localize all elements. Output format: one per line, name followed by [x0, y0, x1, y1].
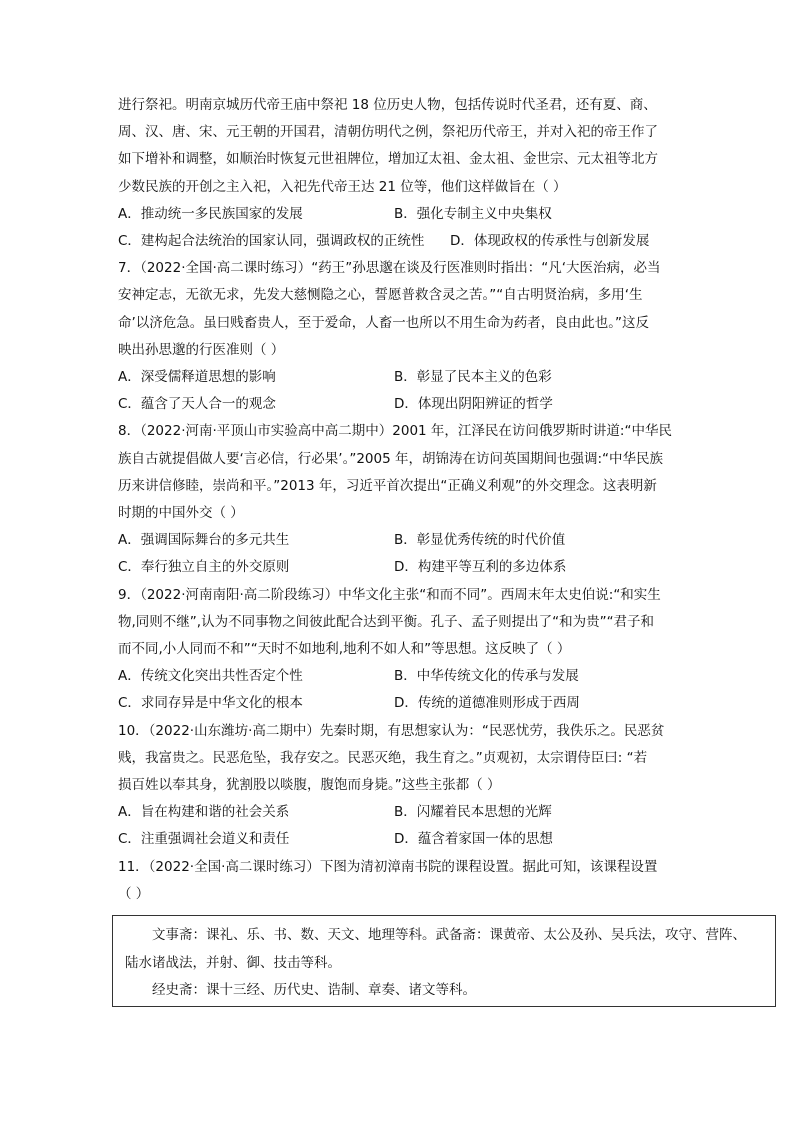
q10-option-a[interactable]: A．旨在构建和谐的社会关系 — [118, 804, 290, 821]
q8-stem-line: 时期的中国外交（ ） — [118, 505, 244, 522]
curriculum-line: 经史斋：课十三经、历代史、诰制、章奏、诸文等科。 — [125, 982, 476, 998]
q6-option-b[interactable]: B．强化专制主义中央集权 — [394, 205, 552, 222]
q9-option-d[interactable]: D．传统的道德准则形成于西周 — [394, 695, 580, 712]
q7-option-b[interactable]: B．彰显了民本主义的色彩 — [394, 369, 552, 386]
q7-option-d[interactable]: D．体现出阴阳辨证的哲学 — [394, 396, 553, 413]
q10-option-b[interactable]: B．闪耀着民本思想的光辉 — [394, 804, 552, 821]
q9-stem-line: 而不同,小人同而不和”“天时不如地利,地利不如人和”等思想。这反映了（ ） — [118, 641, 571, 658]
q7-stem-line: 映出孙思邈的行医准则（ ） — [118, 341, 285, 358]
q8-options-row — [118, 554, 678, 581]
q10-options-row — [118, 826, 678, 853]
q9-option-a[interactable]: A．传统文化突出共性否定个性 — [118, 668, 303, 685]
q10-stem-line: 10．（2022·山东潍坊·高二期中）先秦时期，有思想家认为：“民恶忧劳，我佚乐之。民恶贫 — [118, 722, 665, 739]
curriculum-line: 文事斋：课礼、乐、书、数、天文、地理等科。武备斋：课黄帝、太公及孙、吴兵法，攻守、营阵、 — [125, 927, 746, 943]
q7-stem-line: 7．（2022·全国·高二课时练习）“药王”孙思邈在谈及行医准则时指出：“凡‘大医治病，必当 — [118, 260, 661, 277]
q11-stem-line: 11．（2022·全国·高二课时练习）下图为清初漳南书院的课程设置。据此可知，该课程设置 — [118, 858, 658, 875]
q7-stem-line: 命’以济危急。虽曰贱畜贵人，至于爱命，人畜一也所以不用生命为药者，良由此也。”这反 — [118, 314, 650, 331]
q8-stem-line: 8．（2022·河南·平顶山市实验高中高二期中）2001 年，江泽民在访问俄罗斯时讲道:“中华民 — [118, 423, 672, 440]
q10-option-c[interactable]: C．注重强调社会道义和责任 — [118, 831, 290, 848]
q8-options-row — [118, 527, 678, 554]
q10-option-d[interactable]: D．蕴含着家国一体的思想 — [394, 831, 553, 848]
curriculum-line: 陆水诸战法，并射、御、技击等科。 — [125, 954, 341, 971]
q7-options-row — [118, 391, 678, 418]
q10-stem-line: 贱，我富贵之。民恶危坠，我存安之。民恶灭绝，我生育之。”贞观初，太宗谓侍臣曰: “若 — [118, 749, 648, 766]
q6-option-d[interactable]: D．体现政权的传承性与创新发展 — [450, 233, 650, 250]
q9-stem-line: 物,同则不继”,认为不同事物之间彼此配合达到平衡。孔子、孟子则提出了“和为贵”“君子和 — [118, 613, 655, 630]
q9-options-row — [118, 690, 678, 717]
q6-stem-line: 进行祭祀。明南京城历代帝王庙中祭祀 18 位历史人物，包括传说时代圣君，还有夏、商、 — [118, 97, 657, 113]
q9-option-c[interactable]: C．求同存异是中华文化的根本 — [118, 695, 303, 712]
q10-options-row — [118, 799, 678, 826]
q6-options-row — [118, 228, 678, 255]
q6-stem-line: 周、汉、唐、宋、元王朝的开国君，清朝仿明代之例，祭祀历代帝王，并对入祀的帝王作了 — [118, 124, 658, 141]
q6-option-a[interactable]: A．推动统一多民族国家的发展 — [118, 205, 303, 222]
q6-options-row — [118, 201, 678, 228]
q6-stem-line: 如下增补和调整，如顺治时恢复元世祖牌位，增加辽太祖、金太祖、金世宗、元太祖等北方 — [118, 151, 658, 168]
q7-options-row — [118, 364, 678, 391]
q8-option-b[interactable]: B．彰显优秀传统的时代价值 — [394, 532, 566, 549]
q8-stem-line: 历来讲信修睦，崇尚和平。”2013 年，习近平首次提出“正确义利观”的外交理念。这表明新 — [118, 477, 657, 494]
q6-option-c[interactable]: C．建构起合法统治的国家认同，强调政权的正统性 — [118, 233, 425, 250]
q8-option-a[interactable]: A．强调国际舞台的多元共生 — [118, 532, 290, 549]
q9-option-b[interactable]: B．中华传统文化的传承与发展 — [394, 668, 579, 685]
q7-option-c[interactable]: C．蕴含了天人合一的观念 — [118, 396, 276, 413]
q7-stem-line: 安神定志，无欲无求，先发大慈恻隐之心，誓愿普救含灵之苦。”“自古明贤治病，多用‘生 — [118, 287, 643, 304]
question-content — [118, 92, 678, 908]
q9-stem-line: 9．（2022·河南南阳·高二阶段练习）中华文化主张“和而不同”。西周末年太史伯说:“和实生 — [118, 586, 661, 603]
curriculum-table-box — [112, 915, 776, 1007]
q7-option-a[interactable]: A．深受儒释道思想的影响 — [118, 369, 276, 386]
q9-options-row — [118, 663, 678, 690]
q10-stem-line: 损百姓以奉其身，犹割股以啖腹，腹饱而身毙。”这些主张都（ ） — [118, 777, 501, 794]
q11-stem-line: （ ） — [118, 885, 150, 902]
q6-stem-line: 少数民族的开创之主入祀，入祀先代帝王达 21 位等，他们这样做旨在（ ） — [118, 178, 567, 195]
q8-option-c[interactable]: C．奉行独立自主的外交原则 — [118, 559, 290, 576]
q8-stem-line: 族自古就提倡做人要‘言必信，行必果’。”2005 年，胡锦涛在访问英国期间也强调:“中华民族 — [118, 450, 664, 467]
q8-option-d[interactable]: D．构建平等互利的多边体系 — [394, 559, 567, 576]
